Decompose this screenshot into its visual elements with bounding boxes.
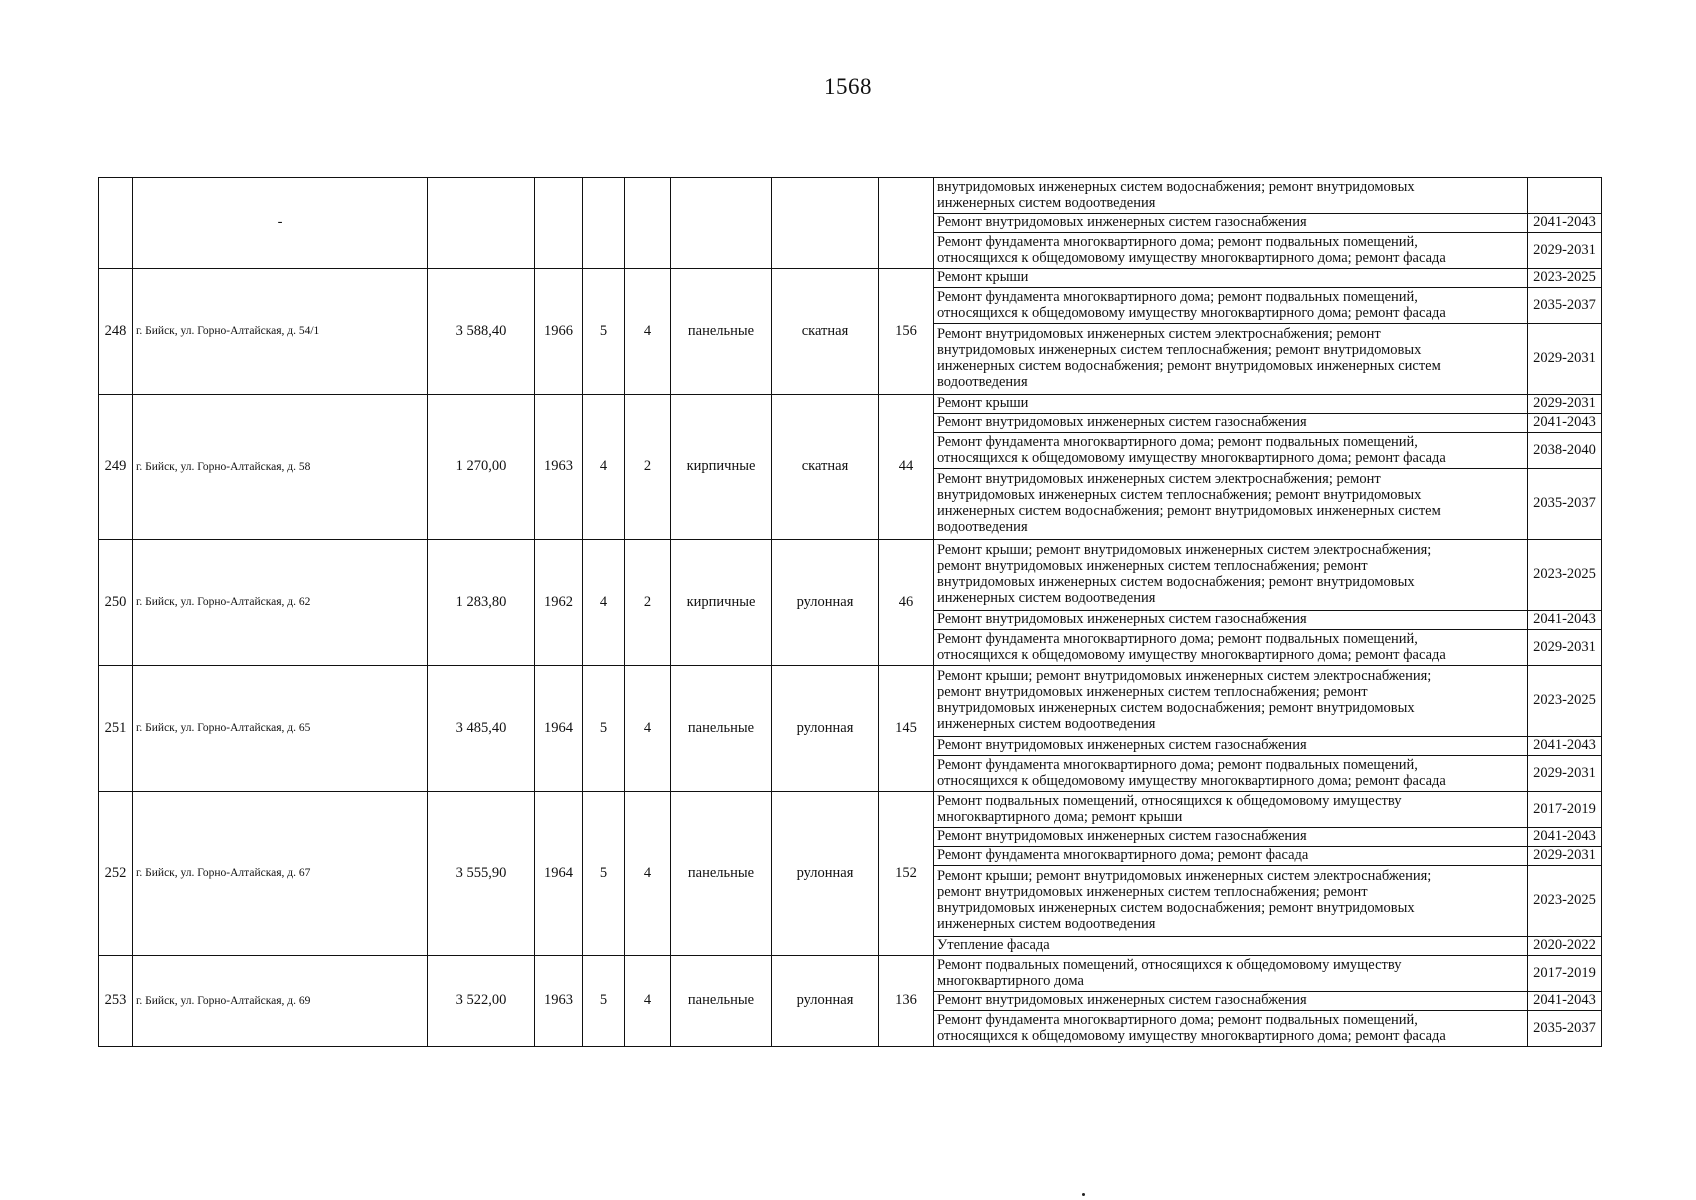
wall-material: панельные (671, 269, 772, 395)
wall-material: панельные (671, 666, 772, 792)
build-year: 1963 (535, 395, 583, 540)
building-address: г. Бийск, ул. Горно-Алтайская, д. 65 (133, 666, 428, 792)
wall-material: панельные (671, 792, 772, 956)
work-period: 2038-2040 (1528, 433, 1602, 469)
work-period: 2017-2019 (1528, 956, 1602, 992)
entrances-count: 4 (625, 269, 671, 395)
floors-count: 4 (583, 540, 625, 666)
work-period: 2029-2031 (1528, 847, 1602, 866)
work-period: 2029-2031 (1528, 395, 1602, 414)
building-address: г. Бийск, ул. Горно-Алтайская, д. 54/1 (133, 269, 428, 395)
roof-type: рулонная (772, 666, 879, 792)
work-description: внутридомовых инженерных систем водоснабжения; ремонт внутридомовых инженерных систем водоотведения (934, 178, 1528, 214)
work-period: 2029-2031 (1528, 630, 1602, 666)
work-period: 2041-2043 (1528, 611, 1602, 630)
work-period: 2035-2037 (1528, 1011, 1602, 1047)
work-period: 2023-2025 (1528, 866, 1602, 937)
building-number: 249 (99, 395, 133, 540)
residents-count: 46 (879, 540, 934, 666)
entrances-count: 4 (625, 792, 671, 956)
work-description: Ремонт внутридомовых инженерных систем газоснабжения (934, 214, 1528, 233)
building-area (428, 178, 535, 269)
work-period: 2017-2019 (1528, 792, 1602, 828)
work-description: Ремонт крыши; ремонт внутридомовых инженерных систем электроснабжения; ремонт внутридомовых инженерных систем теплоснабжения; ремонт внутридомовых инженерных систем водоснабжения; ремонт внутридомовых инженерных систем водоотведения (934, 666, 1528, 737)
entrances-count: 2 (625, 395, 671, 540)
work-description: Ремонт фундамента многоквартирного дома; ремонт подвальных помещений, относящихся к общедомовому имуществу многоквартирного дома; ремонт фасада (934, 288, 1528, 324)
work-description: Ремонт внутридомовых инженерных систем газоснабжения (934, 737, 1528, 756)
buildings-table (98, 177, 1602, 1047)
work-period: 2041-2043 (1528, 828, 1602, 847)
floors-count: 5 (583, 956, 625, 1047)
building-address: - (133, 178, 428, 269)
work-period: 2041-2043 (1528, 214, 1602, 233)
work-description: Ремонт фундамента многоквартирного дома; ремонт подвальных помещений, относящихся к общедомовому имуществу многоквартирного дома; ремонт фасада (934, 233, 1528, 269)
entrances-count: 4 (625, 666, 671, 792)
work-description: Ремонт внутридомовых инженерных систем газоснабжения (934, 611, 1528, 630)
table-row (99, 178, 1602, 214)
residents-count (879, 178, 934, 269)
build-year: 1962 (535, 540, 583, 666)
work-description: Ремонт фундамента многоквартирного дома; ремонт подвальных помещений, относящихся к общедомовому имуществу многоквартирного дома; ремонт фасада (934, 630, 1528, 666)
build-year: 1966 (535, 269, 583, 395)
roof-type: скатная (772, 395, 879, 540)
floors-count: 5 (583, 269, 625, 395)
table-body (99, 178, 1602, 1047)
building-address: г. Бийск, ул. Горно-Алтайская, д. 69 (133, 956, 428, 1047)
roof-type: рулонная (772, 792, 879, 956)
wall-material: кирпичные (671, 540, 772, 666)
work-description: Ремонт фундамента многоквартирного дома; ремонт подвальных помещений, относящихся к общедомовому имуществу многоквартирного дома; ремонт фасада (934, 1011, 1528, 1047)
building-number: 250 (99, 540, 133, 666)
work-description: Ремонт фундамента многоквартирного дома; ремонт подвальных помещений, относящихся к общедомовому имуществу многоквартирного дома; ремонт фасада (934, 756, 1528, 792)
work-description: Ремонт фундамента многоквартирного дома; ремонт подвальных помещений, относящихся к общедомовому имуществу многоквартирного дома; ремонт фасада (934, 433, 1528, 469)
work-description: Ремонт крыши (934, 269, 1528, 288)
work-period: 2035-2037 (1528, 469, 1602, 540)
work-period: 2023-2025 (1528, 269, 1602, 288)
work-period: 2041-2043 (1528, 414, 1602, 433)
table-row (99, 792, 1602, 828)
building-address: г. Бийск, ул. Горно-Алтайская, д. 62 (133, 540, 428, 666)
building-number (99, 178, 133, 269)
entrances-count: 2 (625, 540, 671, 666)
floors-count (583, 178, 625, 269)
floors-count: 4 (583, 395, 625, 540)
work-period: 2029-2031 (1528, 233, 1602, 269)
wall-material (671, 178, 772, 269)
building-number: 248 (99, 269, 133, 395)
building-area: 1 270,00 (428, 395, 535, 540)
work-period (1528, 178, 1602, 214)
work-description: Утепление фасада (934, 937, 1528, 956)
roof-type: рулонная (772, 956, 879, 1047)
work-description: Ремонт внутридомовых инженерных систем электроснабжения; ремонт внутридомовых инженерных систем теплоснабжения; ремонт внутридомовых инженерных систем водоснабжения; ремонт внутридомовых инженерных систем водоотведения (934, 469, 1528, 540)
table-row (99, 269, 1602, 288)
build-year: 1963 (535, 956, 583, 1047)
floors-count: 5 (583, 792, 625, 956)
wall-material: кирпичные (671, 395, 772, 540)
table-row (99, 956, 1602, 992)
work-description: Ремонт внутридомовых инженерных систем газоснабжения (934, 992, 1528, 1011)
building-number: 252 (99, 792, 133, 956)
building-area: 3 588,40 (428, 269, 535, 395)
work-description: Ремонт внутридомовых инженерных систем газоснабжения (934, 828, 1528, 847)
work-period: 2023-2025 (1528, 666, 1602, 737)
build-year: 1964 (535, 666, 583, 792)
work-period: 2035-2037 (1528, 288, 1602, 324)
build-year (535, 178, 583, 269)
work-period: 2029-2031 (1528, 756, 1602, 792)
roof-type: скатная (772, 269, 879, 395)
entrances-count (625, 178, 671, 269)
table-row (99, 540, 1602, 611)
residents-count: 152 (879, 792, 934, 956)
residents-count: 145 (879, 666, 934, 792)
residents-count: 136 (879, 956, 934, 1047)
work-description: Ремонт подвальных помещений, относящихся к общедомовому имуществу многоквартирного дома; ремонт крыши (934, 792, 1528, 828)
work-period: 2041-2043 (1528, 992, 1602, 1011)
building-number: 251 (99, 666, 133, 792)
work-period: 2041-2043 (1528, 737, 1602, 756)
table-row (99, 395, 1602, 414)
building-area: 3 485,40 (428, 666, 535, 792)
work-period: 2023-2025 (1528, 540, 1602, 611)
work-description: Ремонт внутридомовых инженерных систем электроснабжения; ремонт внутридомовых инженерных систем теплоснабжения; ремонт внутридомовых инженерных систем водоснабжения; ремонт внутридомовых инженерных систем водоотведения (934, 324, 1528, 395)
stray-dot-mark (1082, 1193, 1085, 1196)
roof-type: рулонная (772, 540, 879, 666)
table-row (99, 666, 1602, 737)
residents-count: 156 (879, 269, 934, 395)
building-address: г. Бийск, ул. Горно-Алтайская, д. 58 (133, 395, 428, 540)
work-description: Ремонт крыши; ремонт внутридомовых инженерных систем электроснабжения; ремонт внутридомовых инженерных систем теплоснабжения; ремонт внутридомовых инженерных систем водоснабжения; ремонт внутридомовых инженерных систем водоотведения (934, 540, 1528, 611)
building-number: 253 (99, 956, 133, 1047)
roof-type (772, 178, 879, 269)
entrances-count: 4 (625, 956, 671, 1047)
work-description: Ремонт крыши (934, 395, 1528, 414)
work-description: Ремонт подвальных помещений, относящихся к общедомовому имуществу многоквартирного дома (934, 956, 1528, 992)
building-area: 3 522,00 (428, 956, 535, 1047)
floors-count: 5 (583, 666, 625, 792)
building-area: 1 283,80 (428, 540, 535, 666)
building-address: г. Бийск, ул. Горно-Алтайская, д. 67 (133, 792, 428, 956)
work-period: 2029-2031 (1528, 324, 1602, 395)
residents-count: 44 (879, 395, 934, 540)
page-number: 1568 (824, 74, 872, 99)
work-description: Ремонт фундамента многоквартирного дома; ремонт фасада (934, 847, 1528, 866)
work-period: 2020-2022 (1528, 937, 1602, 956)
wall-material: панельные (671, 956, 772, 1047)
building-area: 3 555,90 (428, 792, 535, 956)
work-description: Ремонт крыши; ремонт внутридомовых инженерных систем электроснабжения; ремонт внутридомовых инженерных систем теплоснабжения; ремонт внутридомовых инженерных систем водоснабжения; ремонт внутридомовых инженерных систем водоотведения (934, 866, 1528, 937)
build-year: 1964 (535, 792, 583, 956)
work-description: Ремонт внутридомовых инженерных систем газоснабжения (934, 414, 1528, 433)
